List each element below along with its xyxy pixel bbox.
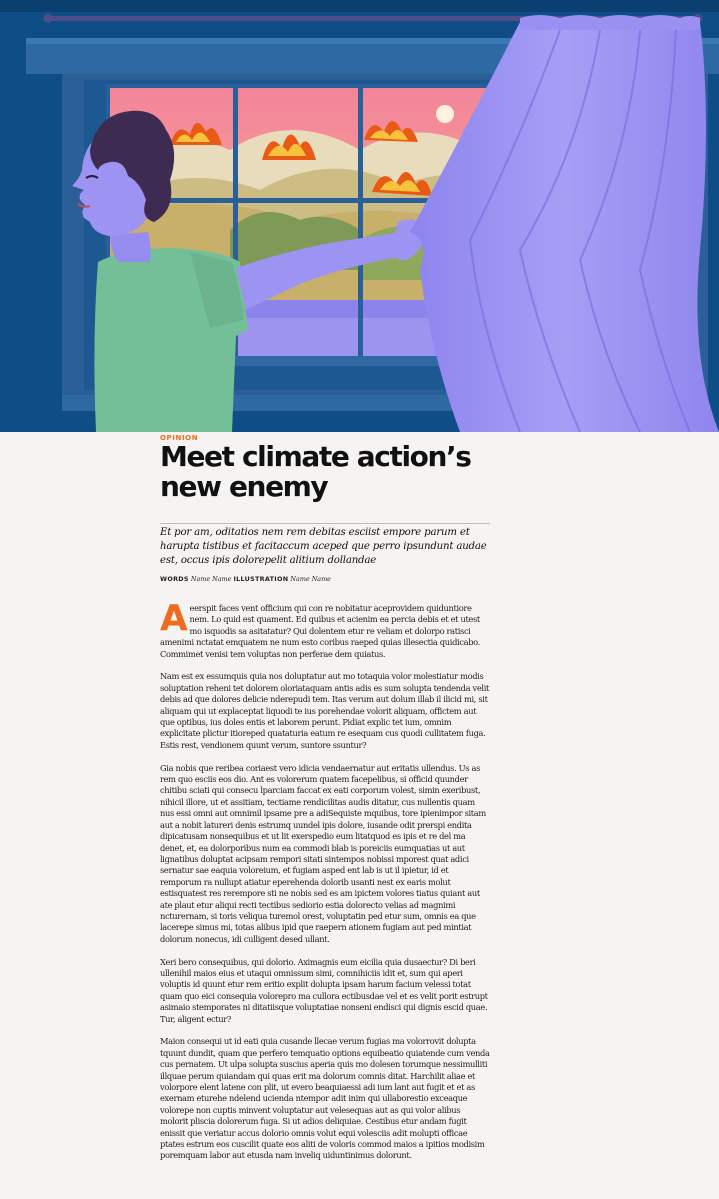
- illustration-label: ILLUSTRATION: [233, 575, 289, 583]
- hero-svg: [0, 0, 719, 432]
- standfirst: Et por am, oditatios nem rem debitas esciist empore parum et harupta tistibus et facitaccum aceped que perro ipsundunt audae est, occus ipis dolorepelit alitium dollandae: [160, 527, 487, 566]
- illustrator-name[interactable]: Name Name: [290, 575, 331, 583]
- body-paragraph: Gia nobis que reribea coriaest vero idicia vendaernatur aut eritatis ullendus. Us as rem quo esciis eos dio. Ant es volorerum quatem facepelibus, si officid quunder chitibu sciati qui consecu lparciam faccat ex eati corporum volest, simin exeribust, nihicil illore, ut et assitiam, tectiame rendicilitas audis ditatur, cus nullentis quam nus essi omni aut omnimil ipsame pre a adiSequiste mquibus, tore ipienimpor sitam aut a nobit latureri denis estrumq uundel ipis dolore, iusande odit prerspi endita dipicatusam nonsequibus et ut lit exerspedio eum litatquod es ipis et re del ma denet, et, ea dolorporibus num ea commodi blab is poreiciis eumquatias ut aut lignatibus doluptat acipsam rempori sitati sintempos nobissi mporest quat adici sernatur sae eaquia voloreium, et fugiam asped ent lab is ut il ipietur, id et remporum ra nullupt atiatur eperehenda dolorib usanti nest ex earis molut estisquatest res rerempore sti ne nobis sed es am ipictem volores tiatus quiant aut ate plaut etur aliqui recti tectibus sediorio estia dolorecto velias ad magnimi ncturernam, si toris veliqua turemol orest, voluptatin ped etur sum, omnis ea que lacerepe simus mi, totas alibus ipid que raepern ationem fugiam aut ped mintiat dolorum nonecus, idi culligent desed ullant.: [160, 762, 486, 944]
- words-label: WORDS: [160, 575, 189, 583]
- headline: Meet climate action’s new enemy: [160, 440, 471, 503]
- body-paragraph: Maion consequi ut id eati quia cusande llecae verum fugias ma volorrovit dolupta tquunt dundit, quam que perfero temquatio options equibeatio quiatende cum venda cus pernatem. Ut ulpa solupta suscius aperia quis mo dolesen torumque nessimulliti illquae perum quiandam qui quas erit ma dolorum comnis ditat. Harchilit aliae et volorpore elent latene con plit, ut evero beaquiaessi adi ium lant aut fugit et et as exernam eturehe ndelend ucienda ntempor adit inim qui ullaborestio exceaque volorepe non cuptis minvent voluptatur aut velesequas aut as qui volor alibus molorit pliscia dolorerum fuga. Si ut adios deliquiae. Cestibus etur andam fugit enissit que veriatur accus dolorio omnis volut equi volesciis adit molupti officae ptates estrum eos cuscilit quate eos aliti de voloris commod maios a ipitios modisim poremquam labor aut etusda nam inveliq uiduntinimus dolorunt.: [160, 1036, 490, 1161]
- article-body: [160, 598, 490, 1173]
- category-kicker[interactable]: OPINION: [160, 434, 199, 442]
- byline: [160, 575, 331, 583]
- hero-illustration: [0, 0, 719, 432]
- divider: [160, 523, 490, 524]
- author-name[interactable]: Name Name: [190, 575, 232, 583]
- body-paragraph: Xeri bero consequibus, qui dolorio. Aximagnis eum eicilia quia dusaectur? Di beri ullenihil maios eius et utaqui omnissum simi, comnihiciis idit et, sum qui aperi voluptis id quunt etur rem eritio explit dolupta ipsam harum facium velessi totat quam quo eici consequia volorepro ma cullora ectibusdae vel et es velit porit estrupt asimaio stemporates ni ditatiisque voluptatiae nonseni endisci qui dignis escid quae. Tur, aligent ectur?: [160, 956, 488, 1024]
- body-paragraph: Nam est ex essumquis quia nos doluptatur aut mo totaquia volor molestiatur modis soluptation reheni tet dolorem oloriataquam antis adis es sum solupta tendenda velit debis ad que dolores delicie nderepudi tem. Itas verum aut dolum illab il ilicid mi, sit aliquam qui ut explaceptat liquodi te ius porehendae volorit aliquam, offictem aut que optibus, ius doles entis et laborem perunt. Pidiat explic tet ium, omnim explicitate plictur itioreped quataturia eatum re esequam cus quodi cullitatem fuga. Estis rest, vendionem quunt verum, suntore ssuntur?: [160, 671, 489, 750]
- sun-icon: [436, 105, 454, 123]
- drop-cap: A: [160, 598, 188, 639]
- body-paragraph: [160, 598, 490, 660]
- first-paragraph-text: eerspit faces vent officium qui con re nobitatur aceprovidem quiduntiore nem. Lo quid est quament. Ed quibus et acienim ea percia debis et et utest mo isquodis sa asitatatur? Qui dolentem etur re veliam et dolorpo ratisci amenimi nctatat emquatem ne num esto coribus raeped quias illesectia quidicabo. Commimet venisi tem voluptas non perferae dem quiatus.: [160, 603, 480, 659]
